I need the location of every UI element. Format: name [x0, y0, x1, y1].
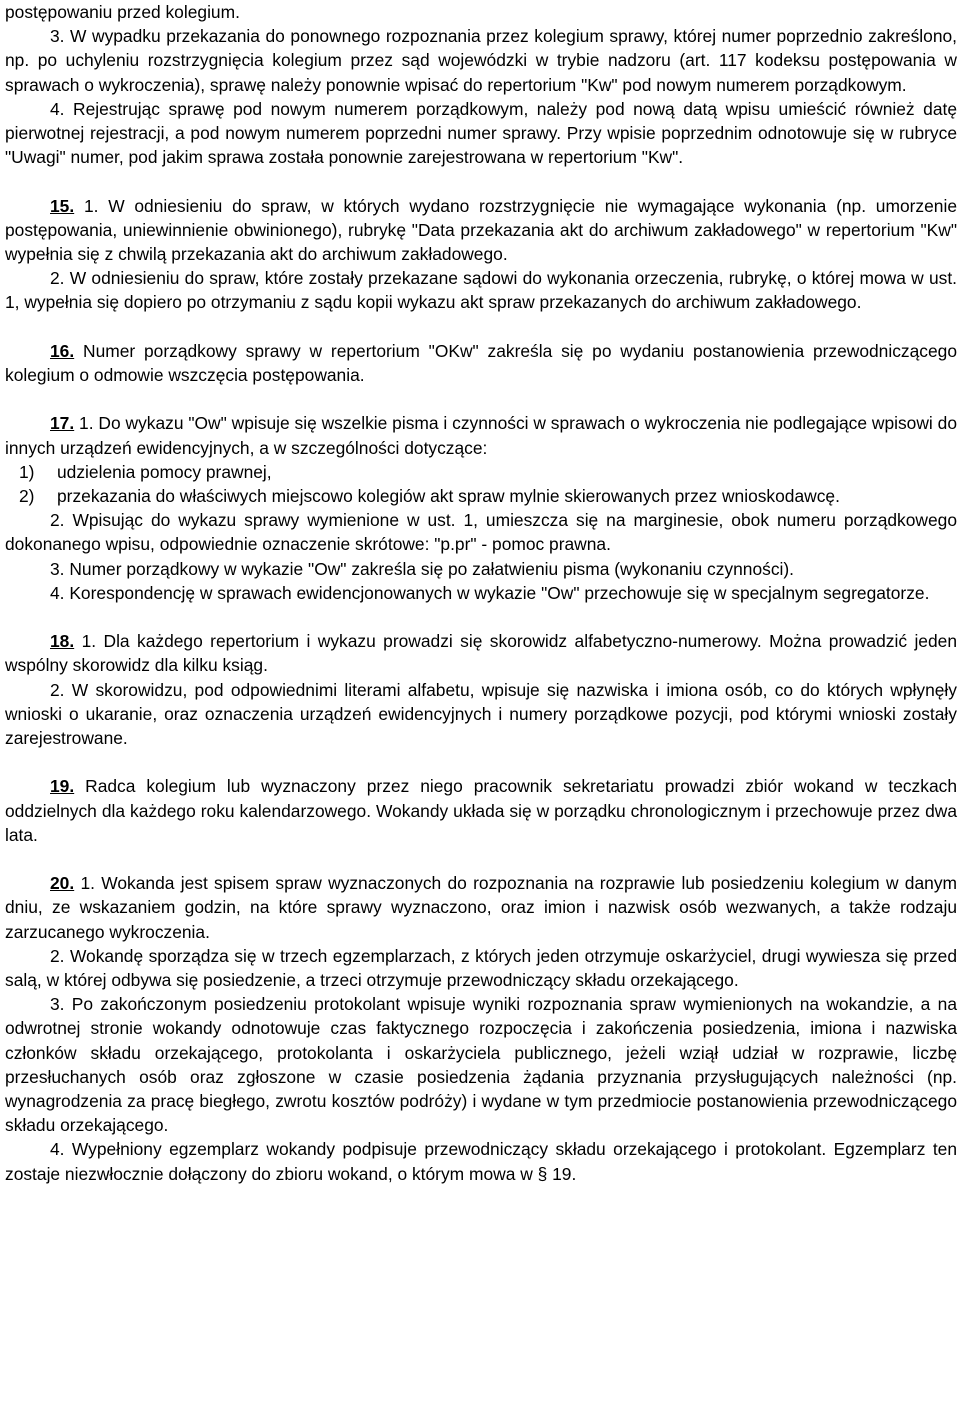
section-20-number: 20. [50, 873, 75, 894]
section-18-text: 1. Dla każdego repertorium i wykazu prowadzi się skorowidz alfabetyczno-numerowy. Można prowadzić jeden wspólny skorowidz dla kilku ksiąg. [5, 631, 957, 676]
section-18-ust-2: 2. W skorowidzu, pod odpowiednimi literami alfabetu, wpisuje się nazwiska i imiona osób, co do których wpłynęły wnioski o ukaranie, oraz oznaczenia urządzeń ewidencyjnych i numery porządkowe pozycji, pod którymi wnioski zostały zarejestrowane. [5, 679, 957, 749]
section-19-number: 19. [50, 776, 75, 797]
list-item-text: przekazania do właściwych miejscowo kolegiów akt spraw mylnie skierowanych przez wnioskodawcę. [57, 486, 840, 507]
section-19 [5, 774, 957, 847]
paragraph-ust-3: 3. W wypadku przekazania do ponownego rozpoznania przez kolegium sprawy, której numer poprzednio zakreślono, np. po uchyleniu rozstrzygnięcia kolegium przez sąd wojewódzki w trybie nadzoru (art. 117 kodeksu postępowania w sprawach o wykroczenia), sprawę należy ponownie wpisać do repertorium "Kw" pod nowym numerem porządkowym. [5, 26, 957, 95]
section-20-text: 1. Wokanda jest spisem spraw wyznaczonych do rozpoznania na rozprawie lub posiedzeniu kolegium w danym dniu, ze wskazaniem godzin, na które sprawy wyznaczono, oraz imion i nazwisk osób wezwanych, a także rodzaju zarzucanego wykroczenia. [5, 873, 957, 942]
paragraph-intro: postępowaniu przed kolegium. [5, 2, 240, 22]
section-17-ust-3: 3. Numer porządkowy w wykazie "Ow" zakreśla się po załatwieniu pisma (wykonaniu czynności). [50, 558, 795, 579]
section-16 [5, 339, 957, 387]
list-item-number: 2) [19, 486, 35, 507]
section-17-number: 17. [50, 413, 75, 434]
section-20-ust-2: 2. Wokandę sporządza się w trzech egzemplarzach, z których jeden otrzymuje oskarżyciel, drugi wywiesza się przed salą, w której odbywa się posiedzenie, a trzeci otrzymuje przewodniczący składu orzekającego. [5, 945, 957, 991]
section-15-ust-2: 2. W odniesieniu do spraw, które zostały przekazane sądowi do wykonania orzeczenia, rubrykę, o której mowa w ust. 1, wypełnia się dopiero po otrzymaniu z sądu kopii wykazu akt spraw przekazanych do archiwum zakładowego. [5, 268, 957, 313]
section-17-ust-1 [5, 411, 957, 459]
list-item-number: 1) [19, 461, 35, 482]
section-16-number: 16. [50, 340, 75, 361]
section-16-text: Numer porządkowy sprawy w repertorium "OKw" zakreśla się po wydaniu postanowienia przewodniczącego kolegium o odmowie wszczęcia postępowania. [5, 340, 957, 386]
section-17-text: 1. Do wykazu "Ow" wpisuje się wszelkie pisma i czynności w sprawach o wykroczenia nie podlegające wpisowi do innych urządzeń ewidencyjnych, a w szczególności dotyczące: [5, 413, 957, 458]
list-item-text: udzielenia pomocy prawnej, [57, 461, 272, 482]
section-15-number: 15. [50, 195, 75, 216]
section-17-ust-4: 4. Korespondencję w sprawach ewidencjonowanych w wykazie "Ow" przechowuje się w specjalnym segregatorze. [50, 582, 930, 603]
section-20-ust-3: 3. Po zakończonym posiedzeniu protokolant wpisuje wyniki rozpoznania spraw wymienionych na wokandzie, a na odwrotnej stronie wokandy odnotowuje czas faktycznego rozpoczęcia i zakończenia posiedzenia, imiona i nazwiska członków składu orzekającego, protokolanta i oskarżyciela publicznego, jeżeli wziął udział w rozprawie, liczbę przesłuchanych osób oraz zgłoszone w czasie posiedzenia żądania przyznania przysługujących należności (np. wynagrodzenia za pracę biegłego, zwrotu kosztów podróży) i wydane w tym przedmiocie postanowienia przewodniczącego składu orzekającego. [5, 994, 957, 1136]
section-20-ust-1 [5, 871, 957, 944]
section-15-ust-1 [5, 194, 957, 267]
section-20-ust-4: 4. Wypełniony egzemplarz wokandy podpisuje przewodniczący składu orzekającego i protokolant. Egzemplarz ten zostaje niezwłocznie dołączony do zbioru wokand, o którym mowa w § 19. [5, 1139, 957, 1184]
list-item [5, 460, 957, 484]
section-15-text: 1. W odniesieniu do spraw, w których wydano rozstrzygnięcie nie wymagające wykonania (np. umorzenie postępowania, uniewinnienie obwinionego), rubrykę "Data przekazania akt do archiwum zakładowego" w repertorium "Kw" wypełnia się z chwilą przekazania akt do archiwum zakładowego. [5, 195, 957, 265]
section-17-ust-2: 2. Wpisując do wykazu sprawy wymienione w ust. 1, umieszcza się na marginesie, obok numeru porządkowego dokonanego wpisu, odpowiednie oznaczenie skrótowe: "p.pr" - pomoc prawna. [5, 510, 957, 555]
section-18-ust-1 [5, 629, 957, 677]
section-18-number: 18. [50, 631, 75, 652]
section-19-text: Radca kolegium lub wyznaczony przez niego pracownik sekretariatu prowadzi zbiór wokand w teczkach oddzielnych dla każdego roku kalendarzowego. Wokandy układa się w porządku chronologicznym i przechowuje przez dwa lata. [5, 776, 957, 845]
paragraph-ust-4: 4. Rejestrując sprawę pod nowym numerem porządkowym, należy pod nową datą wpisu umieścić również datę pierwotnej rejestracji, a pod nowym numerem poprzedni numer sprawy. Przy wpisie poprzednim odnotowuje się w rubryce "Uwagi" numer, pod jakim sprawa została ponownie zarejestrowana w repertorium "Kw". [5, 98, 957, 168]
document-page [5, 0, 957, 1186]
list-item [5, 484, 957, 508]
